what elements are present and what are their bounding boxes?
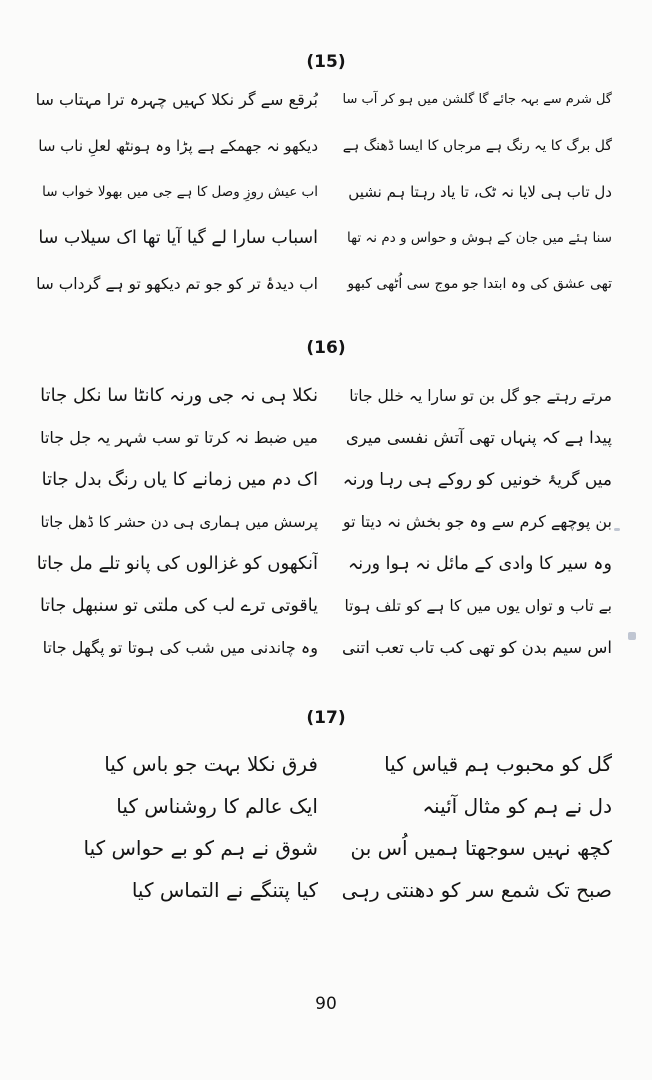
scan-speck [614,528,620,531]
verse-first-line: دل تاب ہی لایا نہ ٹک، تا یاد رہتا ہم نشیں [348,183,612,201]
verse-first-line: وہ سیر کا وادی کے مائل نہ ہوا ورنہ [348,554,612,574]
couplet [0,126,652,166]
verse-first-line: دل نے ہم کو مثال آئینہ [422,794,612,818]
verse-first-line: تھی عشق کی وہ ابتدا جو موج سی اُٹھی کبھو [347,276,612,292]
verse-second-line: ایک عالم کا روشناس کیا [116,794,318,818]
verse-first-line: گل شرم سے بہہ جائے گا گلشن میں ہو کر آب سا [342,92,612,107]
couplet [0,544,652,584]
scan-speck [628,632,636,640]
verse-first-line: گل کو محبوب ہم قیاس کیا [384,752,612,776]
couplet [0,218,652,258]
verse-second-line: نکلا ہی نہ جی ورنہ کانٹا سا نکل جاتا [40,385,318,406]
verse-second-line: اب دیدۂ تر کو جو تم دیکھو تو ہے گرداب سا [36,275,318,293]
verse-second-line: دیکھو نہ جھمکے ہے پڑا وہ ہونٹھ لعلِ ناب سا [38,137,318,155]
verse-first-line: کچھ نہیں سوجھتا ہمیں اُس بن [350,836,612,860]
verse-first-line: میں گریۂ خونیں کو روکے ہی رہا ورنہ [342,470,612,490]
verse-second-line: وہ چاندنی میں شب کی ہوتا تو پگھل جاتا [42,638,318,657]
verse-second-line: آنکھوں کو غزالوں کی پانو تلے مل جاتا [36,553,318,574]
verse-second-line: بُرقع سے گر نکلا کہیں چہرہ ترا مہتاب سا [36,90,318,109]
couplet [0,376,652,416]
couplet [0,502,652,542]
ghazal-number: (17) [306,708,346,728]
verse-second-line: پرسش میں ہماری ہی دن حشر کا ڈھل جاتا [40,513,318,531]
verse-first-line: سنا ہئے میں جان کے ہوش و حواس و دم نہ تھا [347,230,612,246]
verse-first-line: صبح تک شمع سر کو دھنتی رہی [342,878,612,902]
ghazal-number: (16) [306,338,346,358]
verse-second-line: اسباب سارا لے گیا آیا تھا اک سیلاب سا [38,228,318,248]
verse-first-line: مرتے رہتے جو گل بن تو سارا یہ خلل جاتا [349,387,612,405]
couplet [0,80,652,120]
couplet [0,586,652,626]
page-number: 90 [315,994,337,1014]
couplet [0,744,652,784]
couplet [0,828,652,868]
verse-second-line: شوق نے ہم کو بے حواس کیا [83,836,318,860]
couplet [0,786,652,826]
couplet [0,418,652,458]
verse-second-line: میں ضبط نہ کرتا تو سب شہر یہ جل جاتا [40,428,318,447]
verse-first-line: گل برگ کا یہ رنگ ہے مرجاں کا ایسا ڈھنگ ہے [342,138,612,154]
verse-first-line: پیدا ہے کہ پنہاں تھی آتش نفسی میری [345,428,612,447]
couplet [0,628,652,668]
verse-second-line: اب عیش روزِ وصل کا ہے جی میں بھولا خواب سا [42,184,318,200]
couplet [0,870,652,910]
verse-first-line: اس سیم بدن کو تھی کب تاب تعب اتنی [342,638,612,657]
verse-first-line: بے تاب و تواں یوں میں کا ہے کو تلف ہوتا [344,597,612,615]
couplet [0,460,652,500]
verse-second-line: فرق نکلا بہت جو باس کیا [104,752,318,776]
verse-second-line: یاقوتی ترے لب کی ملتی تو سنبھل جاتا [39,596,318,616]
couplet [0,172,652,212]
verse-first-line: بن پوچھے کرم سے وہ جو بخش نہ دیتا تو [342,512,612,531]
verse-second-line: کیا پتنگے نے التماس کیا [131,878,318,902]
verse-second-line: اک دم میں زمانے کا یاں رنگ بدل جاتا [41,469,318,490]
ghazal-number: (15) [306,52,346,72]
couplet [0,264,652,304]
